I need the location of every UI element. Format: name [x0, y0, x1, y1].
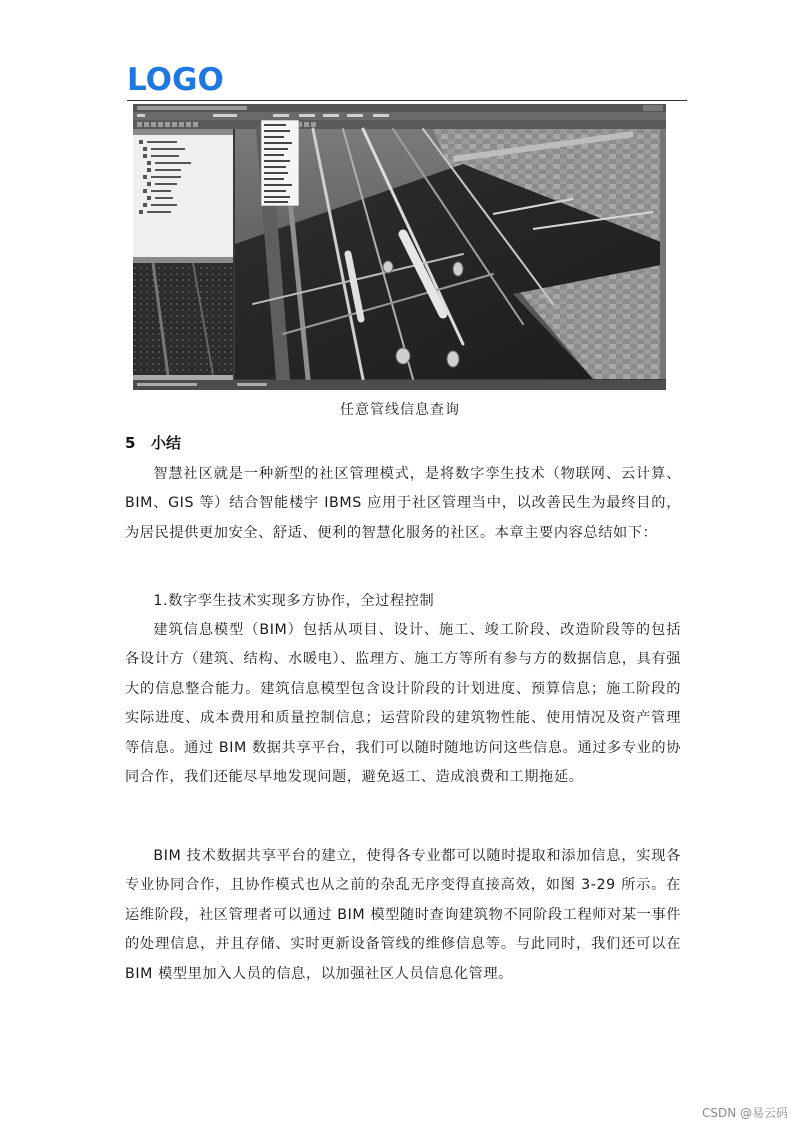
section-number: 5 — [125, 434, 136, 452]
section-title-text: 小结 — [151, 434, 182, 452]
figure-caption: 任意管线信息查询 — [340, 402, 460, 418]
menu-bar — [133, 112, 666, 120]
status-bar — [133, 380, 666, 390]
overview-map — [133, 263, 233, 375]
pipeline-query-screenshot — [133, 104, 666, 390]
header-divider — [127, 100, 687, 101]
query-dropdown-menu — [261, 120, 299, 206]
screenshot-graphic — [133, 104, 666, 390]
watermark: CSDN @易云码 — [701, 1106, 788, 1120]
list-item-1: 1.数字孪生技术实现多方协作，全过程控制 — [153, 593, 435, 609]
paragraph-bim: 建筑信息模型（BIM）包括从项目、设计、施工、竣工阶段、改造阶段等的包括各设计方（建筑、结构、水暖电）、监理方、施工方等所有参与方的数据信息，具有强大的信息整合能力。建筑信息模型包含设计阶段的计划进度、预算信息；施工阶段的实际进度、成本费用和质量控制信息；运营阶段的建筑物性能、使用情况及资产管理等信息。通过 BIM 数据共享平台，我们可以随时随地访问这些信息。通过多专业的协同合作，我们还能尽早地发现问题，避免返工、造成浪费和工期拖延。 — [125, 622, 681, 786]
paragraph-intro: 智慧社区就是一种新型的社区管理模式，是将数字孪生技术（物联网、云计算、BIM、GIS 等）结合智能楼宇 IBMS 应用于社区管理当中，以改善民生为最终目的，为居民提供更加安全、舒适、便利的智慧化服务的社区。本章主要内容总结如下： — [125, 466, 681, 541]
section-heading — [125, 432, 181, 454]
paragraph-platform: BIM 技术数据共享平台的建立，使得各专业都可以随时提取和添加信息，实现各专业协同合作，且协作模式也从之前的杂乱无序变得直接高效，如图 3-29 所示。在运维阶段，社区管理者可以通过 BIM 模型随时查询建筑物不同阶段工程师对某一事件的处理信息，并且存储、实时更新设备管线的维修信息等。与此同时，我们还可以在 BIM 模型里加入人员的信息，以加强社区人员信息化管理。 — [125, 848, 681, 982]
logo: LOGO — [127, 62, 224, 98]
toolbar — [133, 120, 666, 129]
